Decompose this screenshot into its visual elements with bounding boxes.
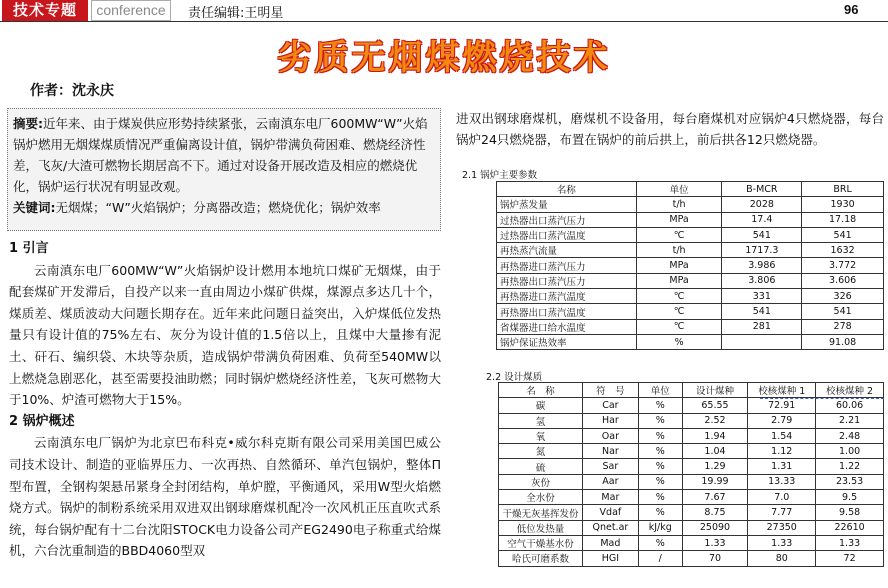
- table-cell: 空气干燥基水份: [499, 535, 583, 550]
- page-number: 96: [844, 2, 859, 17]
- table-cell: Car: [582, 398, 638, 413]
- section-badge: 技术专题: [2, 0, 88, 21]
- table-cell: %: [638, 490, 682, 505]
- table-cell: 331: [722, 289, 802, 304]
- table-cell: 541: [802, 304, 884, 319]
- table-row: [499, 413, 884, 428]
- table-cell: 7.0: [748, 490, 816, 505]
- table-cell: 2.52: [682, 413, 748, 428]
- header-divider: [0, 21, 888, 22]
- table-row: [497, 319, 884, 334]
- table-header-row: [497, 182, 884, 197]
- table-cell: 1.31: [748, 459, 816, 474]
- table-cell: Har: [582, 413, 638, 428]
- table-caption: 2.1 锅炉主要参数: [462, 170, 538, 181]
- table-cell: 60.06: [816, 398, 884, 413]
- table-cell: %: [636, 334, 722, 349]
- keywords-text: 无烟煤；“W”火焰锅炉；分离器改造；燃烧优化；锅炉效率: [55, 200, 381, 215]
- table-row: [497, 243, 884, 258]
- table-cell: 72.91: [748, 398, 816, 413]
- table-cell: 1717.3: [722, 243, 802, 258]
- table-cell: kJ/kg: [638, 520, 682, 535]
- table-cell: %: [638, 535, 682, 550]
- table-cell: %: [638, 505, 682, 520]
- table-header-cell: BRL: [802, 182, 884, 197]
- table-cell: 硫: [499, 459, 583, 474]
- table-cell: 3.772: [802, 258, 884, 273]
- table-cell: 氧: [499, 428, 583, 443]
- table-cell: 1632: [802, 243, 884, 258]
- table-cell: 278: [802, 319, 884, 334]
- table-row: [499, 505, 884, 520]
- table-cell: Nar: [582, 444, 638, 459]
- table-cell: 碳: [499, 398, 583, 413]
- table-cell: 7.67: [682, 490, 748, 505]
- table-cell: 哈氏可磨系数: [499, 551, 583, 566]
- table-cell: 1.04: [682, 444, 748, 459]
- table-cell: %: [638, 428, 682, 443]
- abstract-label: 摘要:: [13, 116, 43, 131]
- table-cell: 17.18: [802, 212, 884, 227]
- table-cell: Vdaf: [582, 505, 638, 520]
- section-heading: 2 锅炉概述: [9, 413, 75, 429]
- table-cell: 80: [748, 551, 816, 566]
- table-cell: 再热器进口蒸汽温度: [497, 289, 637, 304]
- table-row: [499, 459, 884, 474]
- table-cell: %: [638, 459, 682, 474]
- keywords-line: [13, 197, 435, 218]
- table-cell: 541: [722, 304, 802, 319]
- table-cell: 1.94: [682, 428, 748, 443]
- table-cell: ℃: [636, 319, 722, 334]
- table-cell: 锅炉保证热效率: [497, 334, 637, 349]
- table-cell: ℃: [636, 289, 722, 304]
- table-cell: 1.33: [748, 535, 816, 550]
- table-cell: 9.5: [816, 490, 884, 505]
- table-header-cell: 名称: [497, 182, 637, 197]
- table-cell: 3.986: [722, 258, 802, 273]
- body-paragraph: 云南滇东电厂锅炉为北京巴布科克•威尔科克斯有限公司采用美国巴威公司技术设计、制造的亚临界压力、一次再热、自然循环、单汽包锅炉，整体Π型布置，全钢构架悬吊紧身全封闭结构，单炉膛，平衡通风，采用W型火焰燃烧方式。锅炉的制粉系统采用双进双出钢球磨煤机配冷一次风机正压直吹式系统，每台锅炉配有十二台沈阳STOCK电力设备公司产EG2490电子称重式给煤机，六台沈重制造的BBD4060型双: [9, 435, 441, 559]
- table-cell: 1.54: [748, 428, 816, 443]
- table-cell: 2.79: [748, 413, 816, 428]
- table-cell: 氢: [499, 413, 583, 428]
- page-header: [0, 0, 888, 22]
- body-paragraph: 云南滇东电厂600MW“W”火焰锅炉设计燃用本地坑口煤矿无烟煤，由于配套煤矿开发滞后，自投产以来一直由周边小煤矿供煤，煤源点多达几十个，煤质差、煤质波动大问题长期存在。近年来此问题日益突出，入炉煤低位发热量只有设计值的75%左右、灰分为设计值的1.5倍以上，且煤中大量掺有泥土、矸石、编织袋、木块等杂质，造成锅炉带满负荷困难、负荷至540MW以上燃烧急剧恶化，甚至需要投油助燃；同时锅炉燃烧经济性差，飞灰可燃物大于10%、炉渣可燃物大于15%。: [9, 262, 441, 408]
- table-cell: t/h: [636, 197, 722, 212]
- table-row: [499, 520, 884, 535]
- table-cell: 70: [682, 551, 748, 566]
- table-row: [499, 535, 884, 550]
- table-cell: 再热器出口蒸汽温度: [497, 304, 637, 319]
- table-header-cell: 符 号: [582, 383, 638, 398]
- boiler-parameters-table: [496, 181, 884, 350]
- table-row: [497, 227, 884, 242]
- table-row: [499, 551, 884, 566]
- table-cell: 326: [802, 289, 884, 304]
- table-cell: 锅炉蒸发量: [497, 197, 637, 212]
- keywords-label: 关键词:: [13, 200, 56, 215]
- table-cell: 1.33: [816, 535, 884, 550]
- table-cell: MPa: [636, 273, 722, 288]
- table-cell: /: [638, 551, 682, 566]
- table-cell: 1.12: [748, 444, 816, 459]
- table-header-cell: 单位: [636, 182, 722, 197]
- table-row: [497, 197, 884, 212]
- table-cell: 7.77: [748, 505, 816, 520]
- table-cell: 17.4: [722, 212, 802, 227]
- table-cell: 再热器进口蒸汽压力: [497, 258, 637, 273]
- table-row: [499, 490, 884, 505]
- table-cell: %: [638, 444, 682, 459]
- table-cell: 省煤器进口给水温度: [497, 319, 637, 334]
- table-caption: 2.2 设计煤质: [486, 372, 543, 383]
- table-cell: HGI: [582, 551, 638, 566]
- coal-quality-table: [498, 382, 884, 567]
- table-cell: 干燥无灰基挥发份: [499, 505, 583, 520]
- table-cell: 9.58: [816, 505, 884, 520]
- table-cell: 1930: [802, 197, 884, 212]
- abstract-paragraph: [13, 113, 435, 197]
- table-header-row: [499, 383, 884, 398]
- table-cell: ℃: [636, 227, 722, 242]
- table-header-cell: 设计煤种: [682, 383, 748, 398]
- table-cell: 281: [722, 319, 802, 334]
- table-cell: [722, 334, 802, 349]
- table-header-cell: 名 称: [499, 383, 583, 398]
- table-cell: 灰份: [499, 474, 583, 489]
- table-row: [499, 444, 884, 459]
- table-cell: 27350: [748, 520, 816, 535]
- table-cell: Mar: [582, 490, 638, 505]
- table-cell: 541: [722, 227, 802, 242]
- section-subtitle: conference: [91, 0, 171, 21]
- table-row: [497, 334, 884, 349]
- table-cell: 1.33: [682, 535, 748, 550]
- table-cell: 3.606: [802, 273, 884, 288]
- table-cell: Sar: [582, 459, 638, 474]
- table-cell: 再热器出口蒸汽压力: [497, 273, 637, 288]
- table-cell: 2028: [722, 197, 802, 212]
- table-header-cell: 校核煤种 1: [748, 383, 816, 398]
- table-cell: 91.08: [802, 334, 884, 349]
- table-row: [497, 289, 884, 304]
- section-heading: 1 引言: [9, 241, 49, 256]
- table-cell: 再热蒸汽流量: [497, 243, 637, 258]
- table-row: [499, 398, 884, 413]
- table-header-cell: 校核煤种 2: [816, 383, 884, 398]
- abstract-text: 近年来、由于煤炭供应形势持续紧张，云南滇东电厂600MW“W”火焰锅炉燃用无烟煤煤质情况严重偏离设计值，锅炉带满负荷困难、燃烧经济性差，飞灰/大渣可燃物长期居高不下。通过对设备开展改造及相应的燃烧优化，锅炉运行状况有明显改观。: [13, 116, 428, 194]
- table-cell: 65.55: [682, 398, 748, 413]
- table-cell: 25090: [682, 520, 748, 535]
- table-cell: t/h: [636, 243, 722, 258]
- table-cell: 过热器出口蒸汽温度: [497, 227, 637, 242]
- table-header-cell: B-MCR: [722, 182, 802, 197]
- table-cell: Aar: [582, 474, 638, 489]
- table-row: [497, 212, 884, 227]
- article-title: 劣质无烟煤燃烧技术: [277, 38, 611, 78]
- table-cell: ℃: [636, 304, 722, 319]
- editor-credit: 责任编辑:王明星: [188, 6, 284, 21]
- table-cell: 13.33: [748, 474, 816, 489]
- table-cell: Oar: [582, 428, 638, 443]
- left-column-body: [9, 238, 441, 562]
- table-cell: MPa: [636, 212, 722, 227]
- table-cell: 2.48: [816, 428, 884, 443]
- table-row: [497, 304, 884, 319]
- annotation-dash-line: [760, 398, 884, 399]
- table-cell: 19.99: [682, 474, 748, 489]
- abstract-box: [7, 108, 441, 231]
- table-header-cell: 单位: [638, 383, 682, 398]
- table-cell: 22610: [816, 520, 884, 535]
- table-cell: 低位发热量: [499, 520, 583, 535]
- table-cell: Qnet.ar: [582, 520, 638, 535]
- table-cell: %: [638, 413, 682, 428]
- table-cell: 2.21: [816, 413, 884, 428]
- table-row: [497, 258, 884, 273]
- table-cell: %: [638, 398, 682, 413]
- table-cell: 23.53: [816, 474, 884, 489]
- table-cell: 1.29: [682, 459, 748, 474]
- table-cell: 氮: [499, 444, 583, 459]
- table-cell: 全水份: [499, 490, 583, 505]
- table-cell: 1.22: [816, 459, 884, 474]
- table-row: [497, 273, 884, 288]
- table-row: [499, 474, 884, 489]
- table-cell: %: [638, 474, 682, 489]
- table-cell: 3.806: [722, 273, 802, 288]
- right-column-body: 进双出钢球磨煤机，磨煤机不设备用，每台磨煤机对应锅炉4只燃烧器，每台锅炉24只燃烧器，布置在锅炉的前后拱上，前后拱各12只燃烧器。: [456, 111, 884, 147]
- table-cell: 1.00: [816, 444, 884, 459]
- table-cell: 541: [802, 227, 884, 242]
- table-cell: 8.75: [682, 505, 748, 520]
- table-cell: Mad: [582, 535, 638, 550]
- table-row: [499, 428, 884, 443]
- table-cell: MPa: [636, 258, 722, 273]
- article-author: 作者：沈永庆: [30, 83, 114, 99]
- table-cell: 72: [816, 551, 884, 566]
- table-cell: 过热器出口蒸汽压力: [497, 212, 637, 227]
